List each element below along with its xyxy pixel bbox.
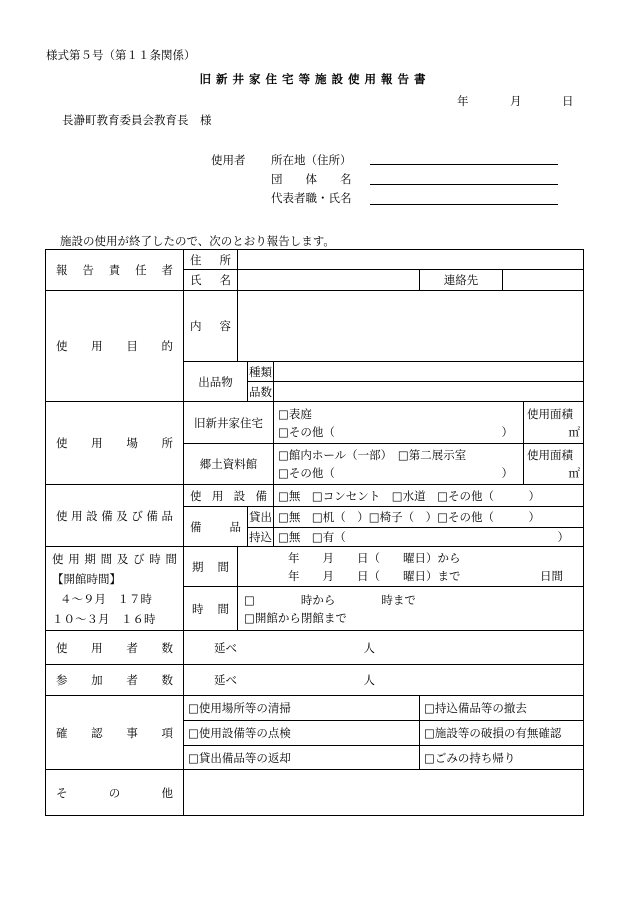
- group-name-field[interactable]: [370, 184, 558, 185]
- period-fields[interactable]: [238, 547, 584, 587]
- purpose-label: 使用目的: [46, 291, 184, 402]
- form-number: 様式第５号（第１１条関係）: [46, 48, 196, 62]
- arai-area-label: 使用面積: [527, 406, 573, 421]
- museum-opt-hall: □館内ホール（一部） □第二展示室: [278, 448, 467, 462]
- other-field[interactable]: [184, 770, 584, 816]
- period-days: 日間: [540, 569, 564, 583]
- arai-house-options[interactable]: [274, 402, 524, 444]
- hours-title: 【開館時間】: [52, 571, 121, 586]
- arai-area-unit: ㎡: [568, 424, 581, 439]
- responsible-name-field[interactable]: [238, 270, 420, 291]
- museum-options[interactable]: [274, 444, 524, 485]
- user-label: 使用者: [211, 153, 246, 167]
- check-garbage[interactable]: □ごみの持ち帰り: [420, 746, 584, 770]
- museum-area-unit: ㎡: [568, 466, 581, 480]
- group-name-label: 団 体 名: [271, 172, 352, 186]
- rental-label: 貸出: [248, 507, 274, 528]
- time-fields[interactable]: [238, 587, 584, 631]
- check-cleaning[interactable]: □使用場所等の清掃: [184, 696, 420, 721]
- representative-label: 代表者職・氏名: [271, 191, 352, 205]
- users-count-label: 使用者数: [46, 631, 184, 665]
- address-field[interactable]: [370, 164, 558, 165]
- hours-winter: １０～３月 １６時: [52, 611, 156, 626]
- date-year: 年: [457, 94, 469, 108]
- equipment-label: 使用設備及び備品: [46, 485, 184, 547]
- time-range: □ 時から 時まで: [244, 592, 416, 607]
- period-label: 使用期間及び時間: [52, 551, 177, 566]
- addressee: 長瀞町教育委員会教育長 様: [62, 113, 212, 127]
- time-label: 時 間: [184, 587, 238, 631]
- facility-options[interactable]: □無 □コンセント □水道 □その他（ ）: [274, 485, 584, 507]
- items-label: 備 品: [184, 507, 248, 547]
- responsible-address-label: 住 所: [184, 250, 238, 270]
- other-label: その他: [46, 770, 184, 816]
- exhibit-kind-field[interactable]: [274, 362, 584, 382]
- hours-summer: ４～９月 １７時: [60, 591, 152, 606]
- place-label: 使用場所: [46, 402, 184, 485]
- exhibit-kind-label: 種類: [248, 362, 274, 382]
- check-removal[interactable]: □持込備品等の撤去: [420, 696, 584, 721]
- participants-count-label: 参加者数: [46, 665, 184, 696]
- bring-label: 持込: [248, 528, 274, 547]
- exhibit-count-label: 品数: [248, 382, 274, 402]
- check-damage[interactable]: □施設等の破損の有無確認: [420, 721, 584, 746]
- arai-area[interactable]: [524, 402, 584, 444]
- responsible-name-label: 氏 名: [184, 270, 238, 291]
- period-label-cell: [46, 547, 184, 631]
- responsible-label: 報告責任者: [46, 250, 184, 291]
- exhibit-count-field[interactable]: [274, 382, 584, 402]
- document-title: 旧新井家住宅等施設使用報告書: [199, 72, 431, 86]
- period-from: 年 月 日（ 曜日）から: [288, 550, 461, 565]
- date-day: 日: [562, 94, 574, 108]
- date-month: 月: [510, 94, 522, 108]
- rental-options[interactable]: □無 □机（ ）□椅子（ ）□その他（ ）: [274, 507, 584, 528]
- contact-field[interactable]: [503, 270, 584, 291]
- bring-options[interactable]: □無 □有（ ）: [274, 528, 584, 547]
- purpose-content-label: 内 容: [184, 291, 238, 362]
- contact-label: 連絡先: [420, 270, 503, 291]
- representative-field[interactable]: [370, 204, 558, 205]
- museum-area[interactable]: [524, 444, 584, 485]
- users-count-field[interactable]: 延べ 人: [184, 631, 584, 665]
- address-label: 所在地（住所）: [271, 153, 352, 167]
- check-inspection[interactable]: □使用設備等の点検: [184, 721, 420, 746]
- museum-opt-other: □その他（ ）: [278, 466, 513, 480]
- intro-text: 施設の使用が終了したので、次のとおり報告します。: [60, 234, 335, 248]
- arai-house-label: 旧新井家住宅: [184, 402, 274, 444]
- responsible-address-field[interactable]: [238, 250, 584, 270]
- museum-label: 郷土資料館: [184, 444, 274, 485]
- period-to: 年 月 日（ 曜日）まで: [288, 568, 461, 583]
- museum-area-label: 使用面積: [527, 448, 573, 462]
- arai-opt-other: □その他（ ）: [278, 424, 513, 439]
- facility-label: 使用設備: [184, 485, 274, 507]
- check-label: 確認事項: [46, 696, 184, 770]
- purpose-content-field[interactable]: [238, 291, 584, 362]
- time-open-close: □開館から閉館まで: [244, 610, 347, 625]
- report-table: [45, 249, 584, 816]
- exhibits-label: 出品物: [184, 362, 248, 402]
- period-duration-label: 期 間: [184, 547, 238, 587]
- check-return[interactable]: □貸出備品等の返却: [184, 746, 420, 770]
- arai-opt-garden: □表庭: [278, 406, 312, 421]
- participants-count-field[interactable]: 延べ 人: [184, 665, 584, 696]
